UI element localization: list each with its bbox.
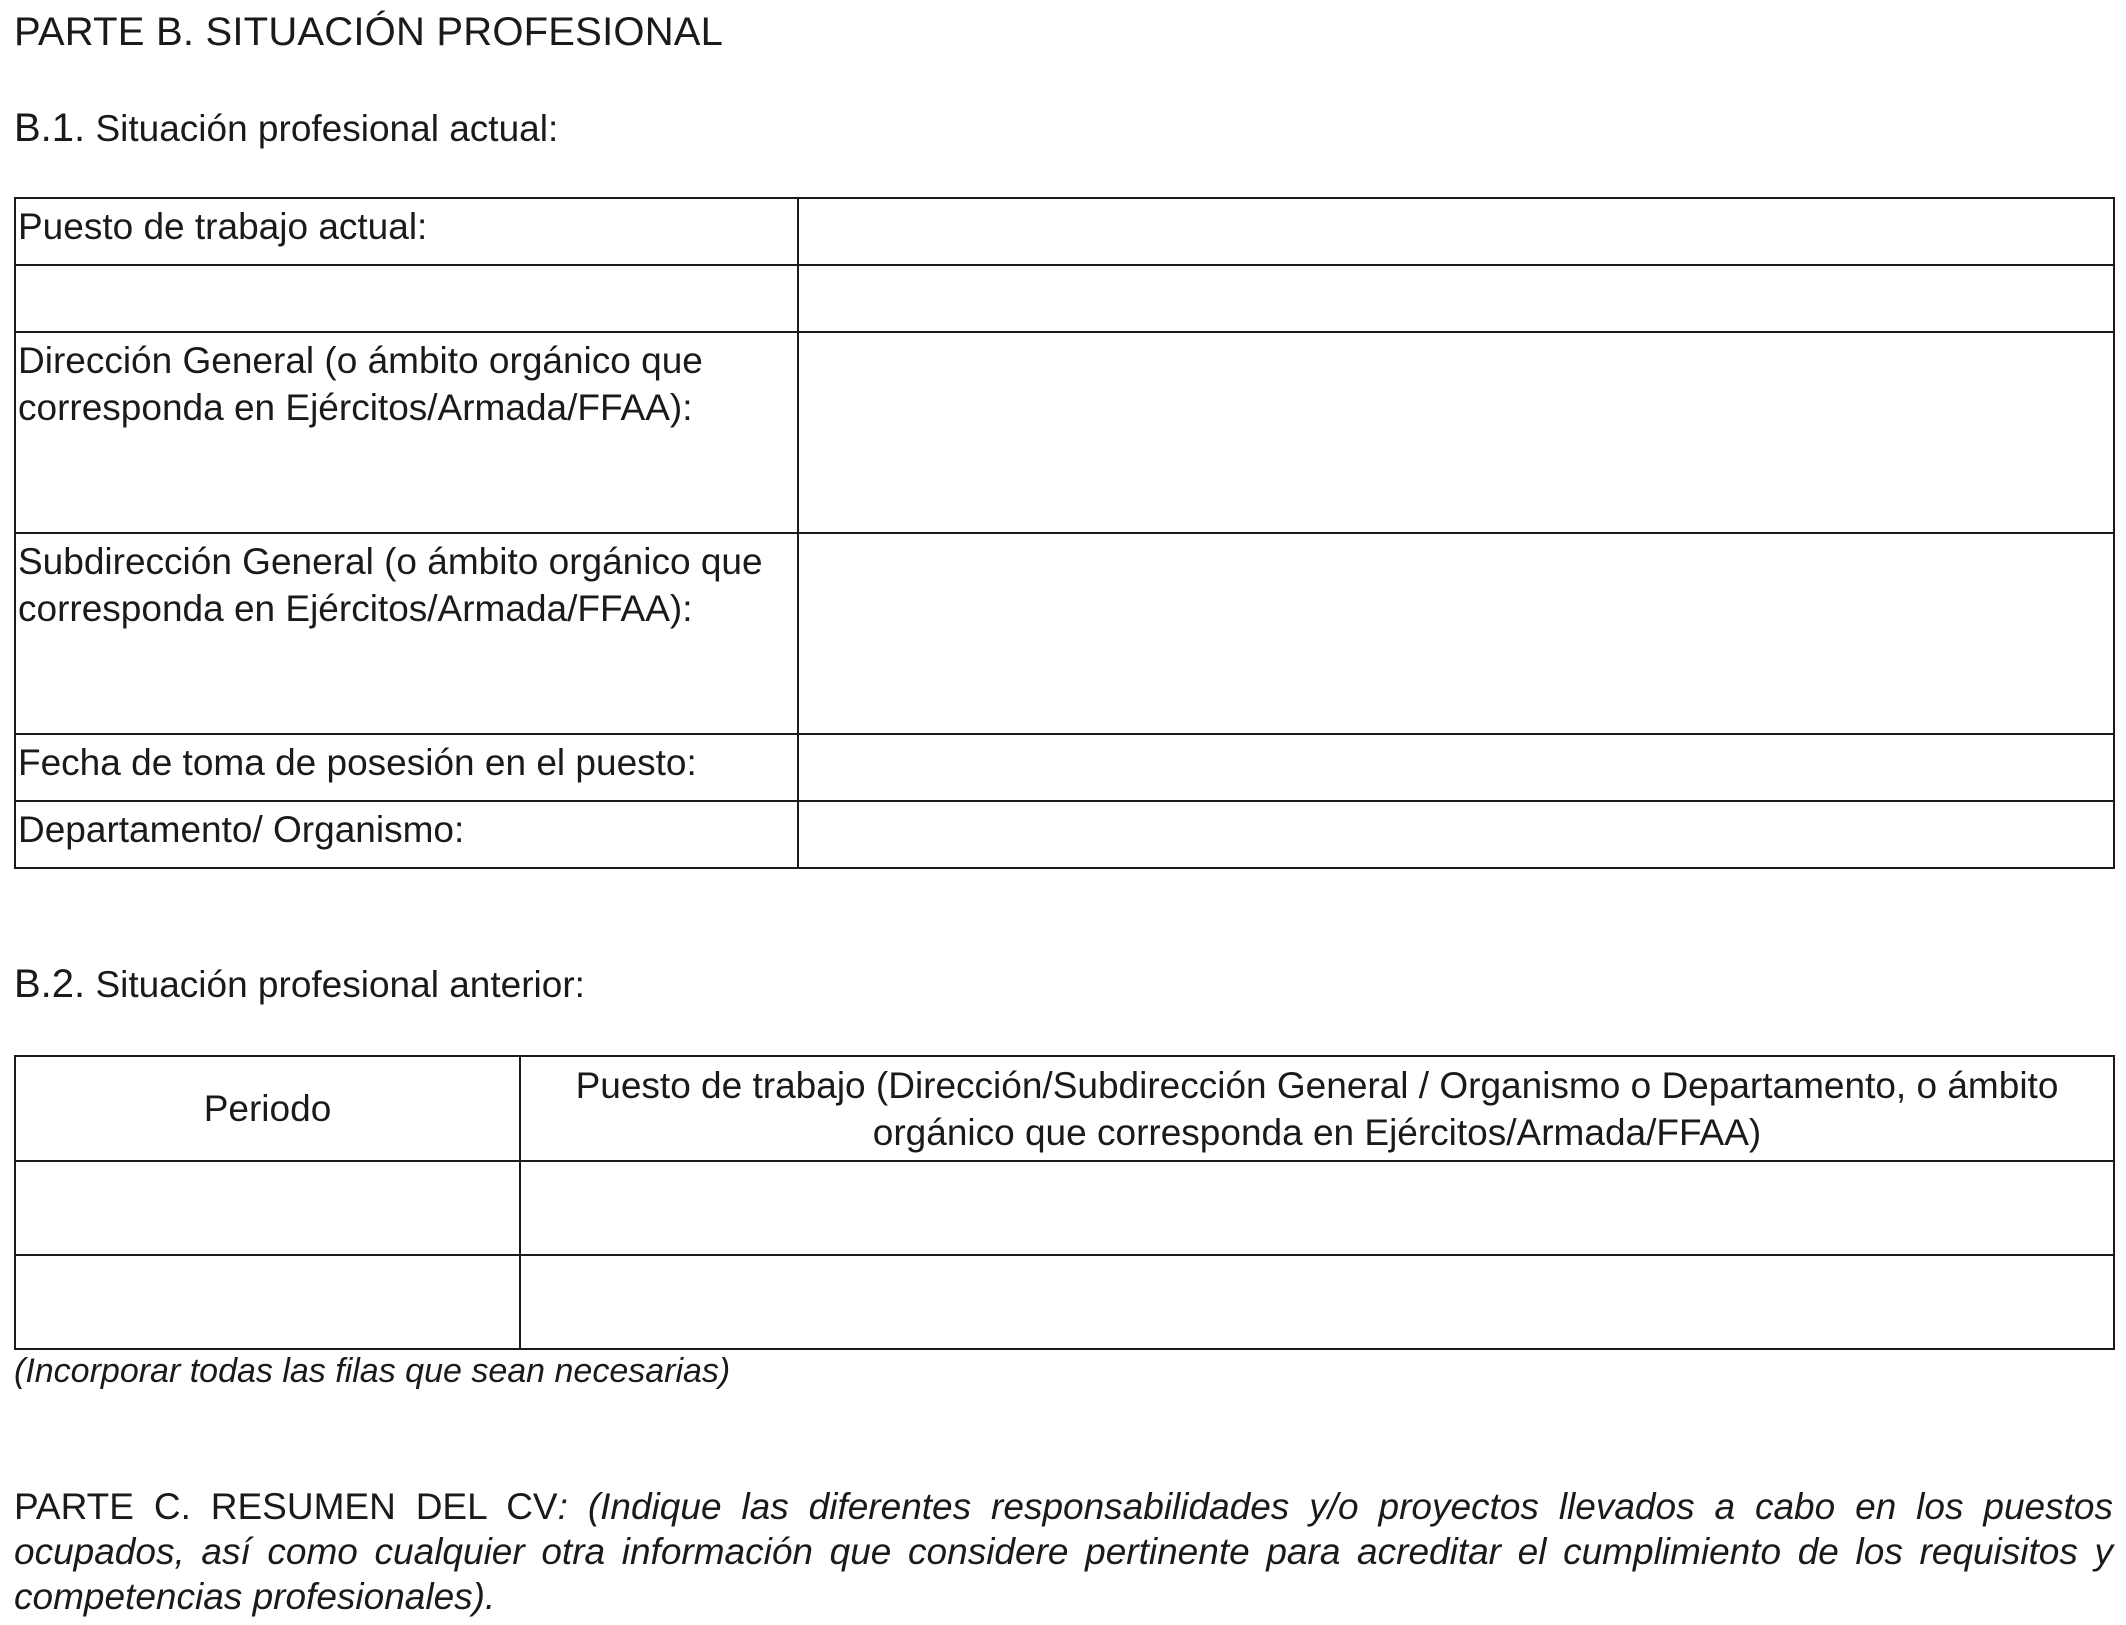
table-header-row xyxy=(15,1056,2114,1161)
row-label-current-job: Puesto de trabajo actual: xyxy=(15,198,798,265)
table-row xyxy=(15,1255,2114,1349)
section-b1-heading xyxy=(14,106,558,151)
subdirectorate-field[interactable] xyxy=(798,533,2114,734)
part-c-instructions: : (Indique las diferentes responsabilidades y/o proyectos llevados a cabo en los puestos ocupados, así como cualquier otra información que considere pertinente para acreditar el cumplimiento de los requisitos y competencias profesionales). xyxy=(14,1486,2113,1617)
section-b1-number: B.1. xyxy=(14,106,86,150)
section-b2-number: B.2. xyxy=(14,962,86,1006)
section-b2-title: Situación profesional anterior: xyxy=(95,964,585,1005)
table-row xyxy=(15,1161,2114,1255)
header-period: Periodo xyxy=(15,1056,520,1161)
part-c-paragraph xyxy=(14,1484,2113,1619)
row-label-start-date: Fecha de toma de posesión en el puesto: xyxy=(15,734,798,801)
part-c-heading: PARTE C. RESUMEN DEL CV xyxy=(14,1486,558,1527)
position-field[interactable] xyxy=(520,1255,2114,1349)
department-field[interactable] xyxy=(798,801,2114,868)
current-position-table xyxy=(14,197,2115,869)
table-row xyxy=(15,332,2114,533)
table-row xyxy=(15,198,2114,265)
table-row xyxy=(15,801,2114,868)
section-b1-title: Situación profesional actual: xyxy=(95,108,559,149)
section-b2-heading xyxy=(14,962,585,1007)
previous-positions-table xyxy=(14,1055,2115,1350)
row-label-general-directorate: Dirección General (o ámbito orgánico que corresponda en Ejércitos/Armada/FFAA): xyxy=(15,332,798,533)
empty-field[interactable] xyxy=(798,265,2114,332)
general-directorate-field[interactable] xyxy=(798,332,2114,533)
row-label-subdirectorate: Subdirección General (o ámbito orgánico que corresponda en Ejércitos/Armada/FFAA): xyxy=(15,533,798,734)
table-row xyxy=(15,533,2114,734)
header-position: Puesto de trabajo (Dirección/Subdirección General / Organismo o Departamento, o ámbito orgánico que corresponda en Ejércitos/Armada/FFAA) xyxy=(520,1056,2114,1161)
part-b-title: PARTE B. SITUACIÓN PROFESIONAL xyxy=(14,10,724,54)
start-date-field[interactable] xyxy=(798,734,2114,801)
period-field[interactable] xyxy=(15,1161,520,1255)
table-row xyxy=(15,734,2114,801)
row-label-department: Departamento/ Organismo: xyxy=(15,801,798,868)
add-rows-note: (Incorporar todas las filas que sean necesarias) xyxy=(14,1352,731,1390)
period-field[interactable] xyxy=(15,1255,520,1349)
table-row xyxy=(15,265,2114,332)
row-label-empty xyxy=(15,265,798,332)
current-job-field[interactable] xyxy=(798,198,2114,265)
position-field[interactable] xyxy=(520,1161,2114,1255)
